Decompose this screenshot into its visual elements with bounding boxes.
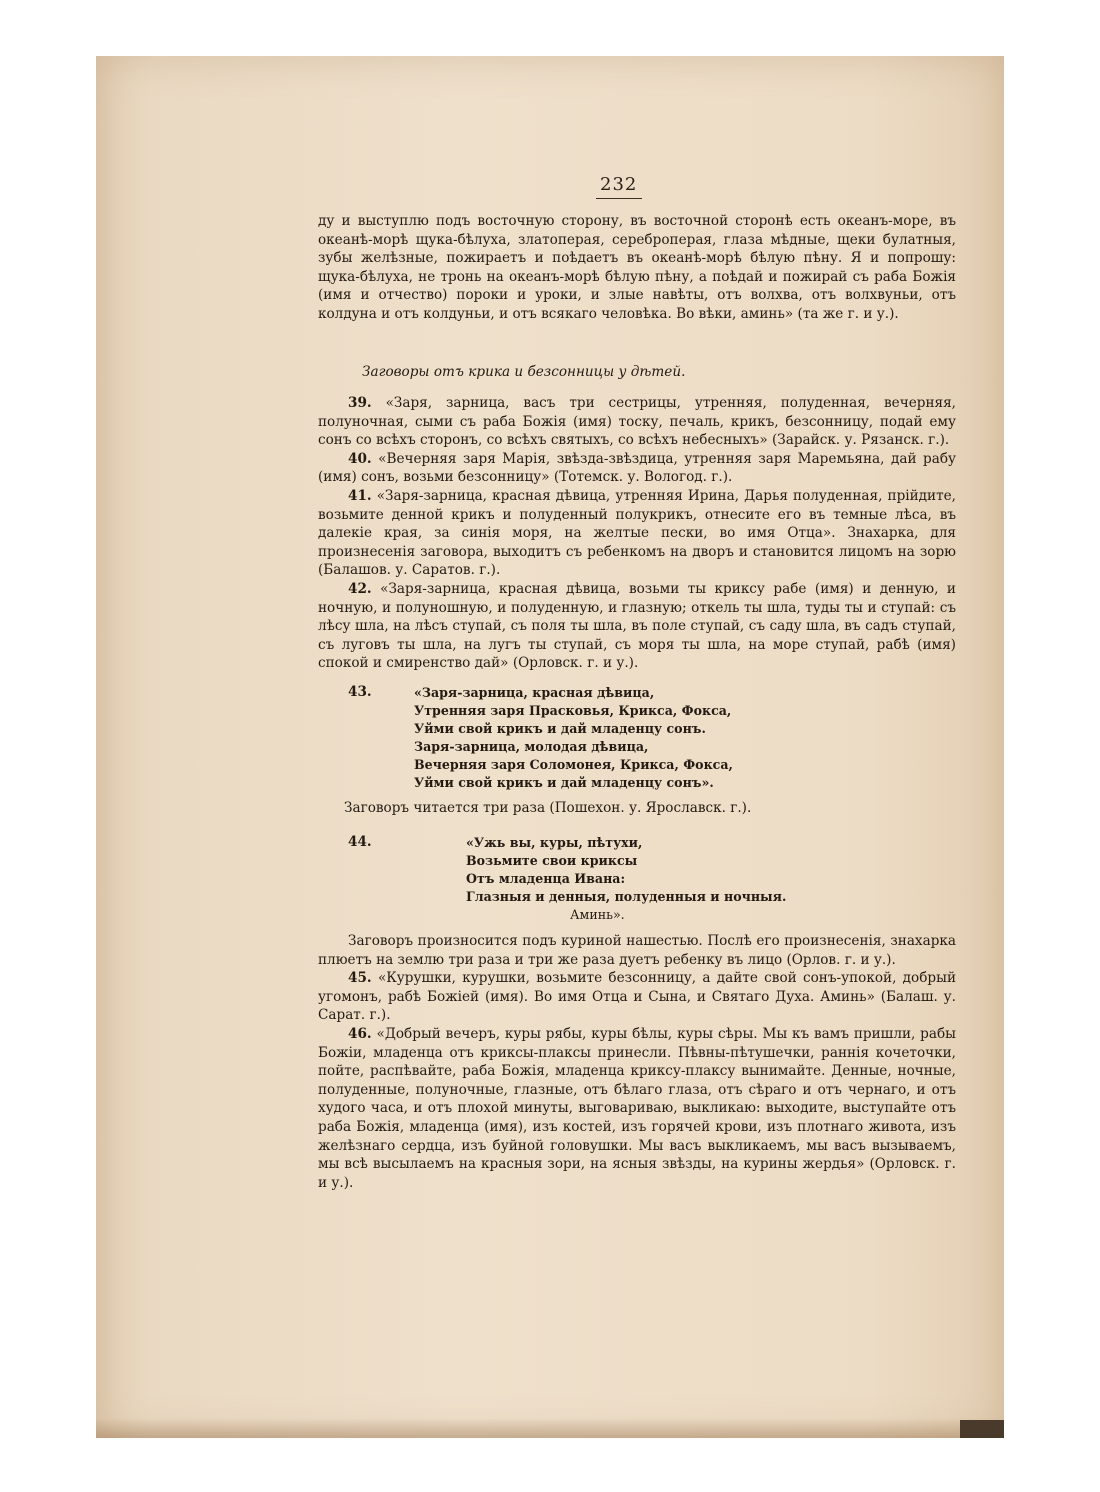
- verse-line: Вечерняя заря Соломонея, Крикса, Фокса,: [414, 757, 733, 772]
- verse-43-note: Заговоръ читается три раза (Пошехон. у. Ярославск. г.).: [344, 800, 752, 816]
- verse-line: Заря-зарница, молодая дѣвица,: [414, 739, 649, 754]
- verse-line: «Ужь вы, куры, пѣтухи,: [466, 835, 643, 850]
- item-46: 46. «Добрый вечеръ, куры рябы, куры бѣлы, куры сѣры. Мы къ вамъ пришли, рабы Божіи, младенца отъ криксы-плаксы принесли. Пѣвны-пѣтушечки, раннія кочеточки, пойте, распѣвайте, раба Божія, младенца криксу-плаксу вынимайте. Денные, ночные, полуденные, полуночные, глазные, отъ бѣлаго глаза, отъ сѣраго и отъ чернаго, и отъ худого часа, и отъ плохой минуты, выговариваю, выкликаю: выходите, выступайте отъ раба Божія, младенца (имя), изъ костей, изъ горячей крови, изъ плотнаго живота, изъ желѣзнаго сердца, изъ буйной головушки. Мы васъ выкликаемъ, мы васъ вызываемъ, мы всѣ высылаемъ на красныя зори, на ясныя звѣзды, на курины жердья» (Орловск. г. и у.).: [318, 1025, 956, 1191]
- page-number: 232: [600, 174, 638, 195]
- verse-44-lines: [466, 834, 786, 924]
- page-number-rule: [596, 198, 642, 199]
- verse-line: Уйми свой крикъ и дай младенцу сонъ.: [414, 721, 706, 736]
- verse-line: Уйми свой крикъ и дай младенцу сонъ».: [414, 775, 714, 790]
- items-block-a: [318, 394, 956, 673]
- verse-amen: Аминь».: [570, 907, 625, 922]
- items-block-b: [318, 932, 956, 1192]
- item-41: 41. «Заря-зарница, красная дѣвица, утренняя Ирина, Дарья полуденная, прійдите, возьмите денной крикъ и полуденный полукрикъ, отнесите его въ темные лѣса, въ далекіе края, за синія моря, на желтые пески, во имя Отца». Знахарка, для произнесенія заговора, выходитъ съ ребенкомъ на дворъ и становится лицомъ на зорю (Балашов. у. Саратов. г.).: [318, 487, 956, 579]
- verse-line: Утренняя заря Прасковья, Крикса, Фокса,: [414, 703, 732, 718]
- verse-43-lines: [414, 684, 733, 792]
- verse-line: Отъ младенца Ивана:: [466, 871, 626, 886]
- page-bottom-shadow: [96, 1418, 1004, 1438]
- opening-paragraph: ду и выступлю подъ восточную сторону, въ восточной сторонѣ есть океанъ-море, въ океанѣ-морѣ щука-бѣлуха, златоперая, сереброперая, глаза мѣдные, щеки булатныя, зубы желѣзные, пожираетъ и поѣдаетъ въ океанѣ-морѣ бѣлую пѣну. Я и попрошу: щука-бѣлуха, не тронь на океанъ-морѣ бѣлую пѣну, а поѣдай и пожирай съ раба Божія (имя и отчество) пороки и уроки, и злые навѣты, отъ волхва, отъ волхвуньи, отъ колдуна и отъ колдуньи, и отъ всякаго человѣка. Во вѣки, аминь» (та же г. и у.).: [318, 213, 956, 322]
- item-40: 40. «Вечерняя заря Марія, звѣзда-звѣздица, утренняя заря Маремьяна, дай рабу (имя) сонъ, возьми безсонницу» (Тотемск. у. Вологод. г.).: [318, 450, 956, 486]
- item-42: 42. «Заря-зарница, красная дѣвица, возьми ты криксу рабе (имя) и денную, и ночную, и полуношную, и полуденную, и глазную; откель ты шла, туды ты и ступай: съ лѣсу шла, на лѣсъ ступай, съ поля ты шла, въ поле ступай, съ саду шла, въ садъ ступай, съ луговъ ты шла, на лугъ ты ступай, съ моря ты шла, на море ступай, рабѣ (имя) спокой и смиренство дай» (Орловск. г. и у.).: [318, 580, 956, 672]
- section-heading: Заговоры отъ крика и безсонницы у дѣтей.: [362, 364, 686, 380]
- item-45: 45. «Курушки, курушки, возьмите безсонницу, а дайте свой сонъ-упокой, добрый угомонъ, рабѣ Божіей (имя). Во имя Отца и Сына, и Святаго Духа. Аминь» (Балаш. у. Сарат. г.).: [318, 970, 956, 1024]
- scan-corner-shadow: [960, 1420, 1004, 1438]
- after-44-paragraph: Заговоръ произносится подъ куриной нашестью. Послѣ его произнесенія, знахарка плюетъ на землю три раза и три же раза дуетъ ребенку въ лицо (Орлов. г. и у.).: [318, 933, 956, 968]
- opening-paragraph-block: [318, 212, 956, 324]
- verse-44-number: 44.: [348, 834, 372, 850]
- verse-line: Глазныя и денныя, полуденныя и ночныя.: [466, 889, 787, 904]
- verse-line: Возьмите свои криксы: [466, 853, 638, 868]
- item-39: 39. «Заря, зарница, васъ три сестрицы, утренняя, полуденная, вечерняя, полуночная, сыми съ раба Божія (имя) тоску, печаль, крикъ, безсонницу, подай ему сонъ со всѣхъ сторонъ, со всѣхъ святыхъ, со всѣхъ небесныхъ» (Зарайск. у. Рязанск. г.).: [318, 395, 956, 449]
- verse-line: «Заря-зарница, красная дѣвица,: [414, 685, 655, 700]
- verse-43-number: 43.: [348, 684, 372, 700]
